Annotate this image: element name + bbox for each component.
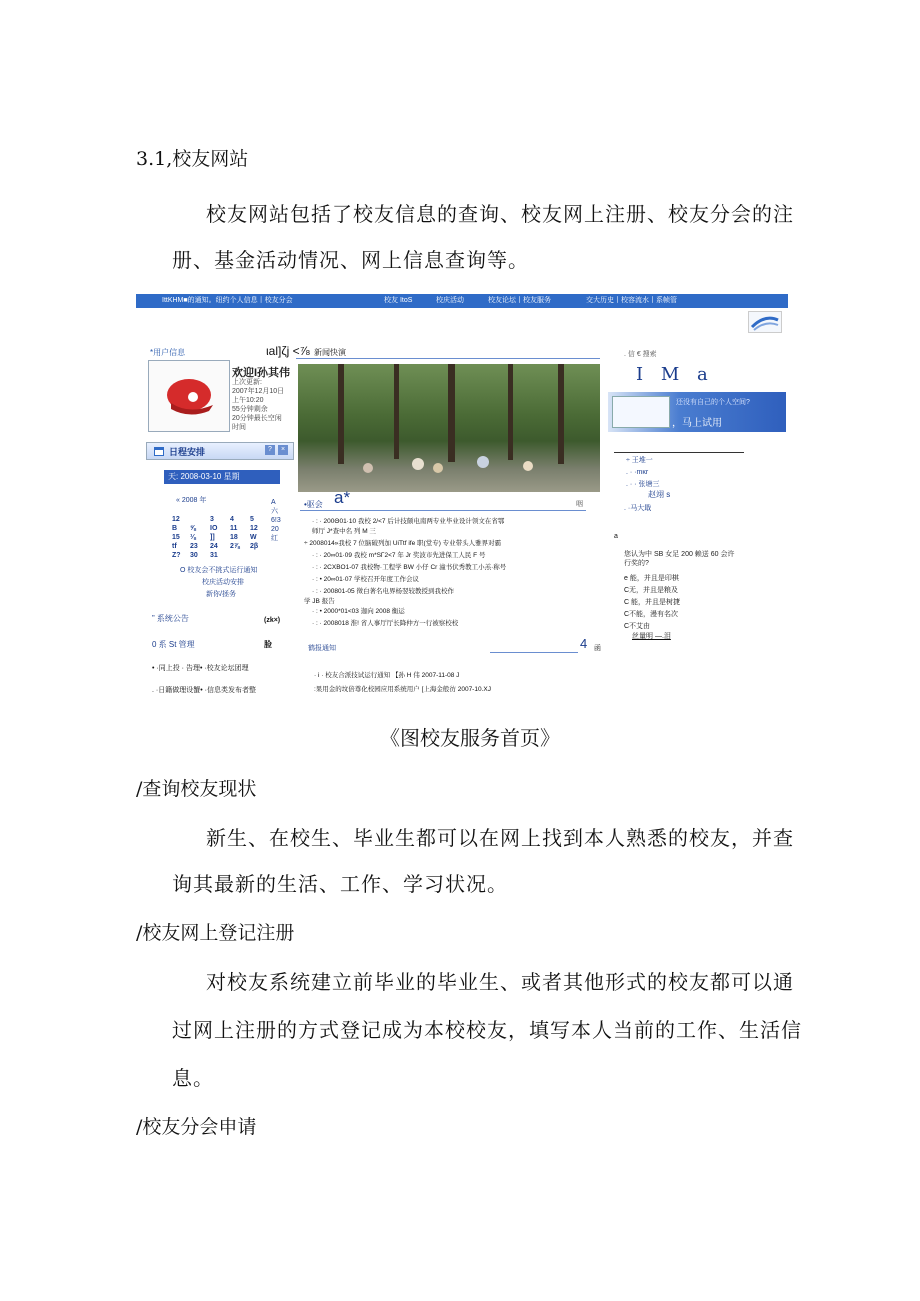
cal-day[interactable]: 2⅞: [230, 543, 240, 550]
news-item[interactable]: · : · 2CXBO1-07 我校物·工程学 BW 小仔 Cr 潼书伏秀教工小羔·称号: [312, 564, 507, 571]
person-3[interactable]: . · · 张塘三: [626, 481, 660, 488]
cal-day[interactable]: 11: [230, 525, 238, 532]
notice-big: a*: [334, 488, 351, 507]
cal-day[interactable]: 12: [172, 516, 180, 523]
current-date: 天: 2008-03-10 星期: [164, 470, 280, 484]
report-num: 4: [580, 636, 588, 651]
system-notice-label[interactable]: ” 系统公告: [152, 614, 189, 623]
intro-line-1: 校友网站包括了校友信息的查询、校友网上注册、校友分会的注: [206, 202, 794, 226]
news-item[interactable]: 师厅 J*查中名 列 M 三: [312, 528, 376, 535]
top-nav-item-1[interactable]: 校庆活动: [436, 297, 464, 304]
news-photo[interactable]: [298, 364, 600, 492]
news-item[interactable]: · : · 200801-05 徵白著名电界杨翌较教授到我校作: [312, 588, 454, 595]
admin-link-2[interactable]: . ·日籍做理设蟹• ·信息类发布者整: [152, 687, 256, 694]
poll-option[interactable]: C无，并且是粮及: [624, 587, 679, 594]
poll-question-line: 您认为中 SB 女足 200 赖送 60 会许: [624, 551, 735, 558]
report-tail: 函: [594, 645, 601, 652]
news-item[interactable]: · : · 200Θ01·10 我校 2/<7 后计技颇电南两专业毕业设计领文在省鄂: [312, 518, 505, 525]
space-question: 还没有自己的个人空间?: [676, 399, 750, 406]
cal-day[interactable]: 24: [210, 543, 218, 550]
top-nav-item-3[interactable]: 交大历史丨校容流水丨系帧管: [586, 297, 677, 304]
news-item[interactable]: · : · 20∞01·09 我校 m*SΓ2<7 年 Jr 奖波市先进保工人民 F 号: [312, 552, 486, 559]
subsection-title-2: /校友网上登记注册: [136, 922, 295, 944]
person-2[interactable]: . · ·mκr: [626, 469, 649, 476]
poll-question: [624, 550, 734, 568]
cal-day[interactable]: 2β: [250, 543, 259, 550]
poll-option[interactable]: e 能，并且是印棋: [624, 575, 679, 582]
system-admin-label[interactable]: 0 系 St 管理: [152, 640, 195, 649]
schedule-link-3[interactable]: 新你/拯务: [206, 591, 236, 598]
news-item[interactable]: · : · 2008018 淮! 省人事厅厅长降仲方一行被察校校: [312, 620, 459, 627]
user-info-label: *用户信息: [150, 348, 186, 357]
cal-day[interactable]: 12: [250, 525, 258, 532]
poll-question-line: 行奖的?: [624, 560, 649, 567]
poll-option[interactable]: C不能，漫有名次: [624, 611, 679, 618]
notice-title: •驱会: [304, 500, 323, 509]
cal-day[interactable]: 18: [230, 534, 238, 541]
cal-day[interactable]: 3: [210, 516, 214, 523]
person-4[interactable]: 赵翊 s: [648, 490, 671, 499]
cal-day[interactable]: ]]: [210, 534, 215, 541]
user-detail-3: 上午10:20: [232, 397, 264, 404]
schedule-header: [146, 442, 294, 460]
news-header-left: ιal]ζj <⅞: [266, 344, 310, 358]
calendar-icon: [153, 445, 165, 457]
figure-caption: 《图校友服务首页》: [380, 726, 560, 750]
cal-day[interactable]: 30: [190, 552, 198, 559]
subsection-1-line-2: 询其最新的生活、工作、学习状况。: [172, 872, 508, 896]
top-nav-bar: [136, 294, 788, 308]
cal-day[interactable]: 31: [210, 552, 218, 559]
cal-day[interactable]: 23: [190, 543, 198, 550]
search-logo: I M a: [636, 364, 714, 385]
section-title: 3.1,校友网站: [136, 148, 249, 170]
cal-day[interactable]: Z?: [172, 552, 181, 559]
news-item[interactable]: 学 JB 报告: [304, 598, 335, 605]
subsection-1-line-1: 新生、在校生、毕业生都可以在网上找到本人熟悉的校友，并查: [206, 826, 794, 850]
schedule-title: 日程安排: [169, 447, 206, 457]
cal-day[interactable]: IO: [210, 525, 218, 532]
cal-day[interactable]: 4: [230, 516, 234, 523]
cal-day[interactable]: tf: [172, 543, 177, 550]
alumni-homepage-screenshot: [136, 294, 788, 706]
user-detail-5: 20分钟最长空闲: [232, 415, 282, 422]
poll-footer[interactable]: 丝量明 —.泪: [632, 633, 671, 640]
school-logo-icon: [748, 311, 782, 333]
admin-link-1[interactable]: • ·同上投 · 告理• ·校友论坛团理: [152, 665, 249, 672]
bottom-news-2[interactable]: :果用金的坟倍尊化校园应用系统用户 [上海金般彷 2007-10.XJ: [314, 686, 491, 693]
avatar: [148, 360, 230, 432]
cal-day[interactable]: 15: [172, 534, 180, 541]
cal-day[interactable]: B: [172, 525, 178, 532]
welcome-text: 欢迎I孙其伟: [232, 367, 291, 379]
calendar-year[interactable]: « 2008 年: [176, 497, 207, 504]
poll-option[interactable]: C不艾由: [624, 623, 651, 630]
intro-line-2: 册、基金活动情况、网上信息查询等。: [172, 248, 529, 272]
schedule-link-1[interactable]: O 校友会不挑式运行通知: [180, 567, 258, 574]
subsection-title-3: /校友分会申请: [136, 1116, 257, 1138]
close-icon[interactable]: ×: [278, 445, 288, 455]
subsection-2-line-1: 对校友系统建立前毕业的毕业生、或者其他形式的校友都可以通: [206, 970, 794, 994]
news-item[interactable]: ÷ 2008014»我校 7 位脑破列加 UiTtf ife 职(堂专) 专业带头人雅界对霸: [304, 540, 502, 547]
user-detail-2: 2007年12月10日: [232, 388, 285, 395]
news-item[interactable]: · : • 2000*01<03 迦向 2008 衡运: [312, 608, 405, 615]
cal-day[interactable]: W: [250, 534, 257, 541]
bottom-news-1[interactable]: · i · 校友合派技试运行通知 【孙 H 伟 2007-11-08 J: [314, 672, 460, 679]
user-detail-4: 55分钟剩余: [232, 406, 268, 413]
top-nav-item-2[interactable]: 校友论坛丨校友服务: [488, 297, 551, 304]
person-1[interactable]: ÷ 王堆一: [626, 457, 653, 464]
subsection-2-line-2: 过网上注册的方式登记成为本校校友，填写本人当前的工作、生活信: [172, 1018, 802, 1042]
person-5[interactable]: . ·马大戢: [624, 505, 652, 512]
top-nav-left[interactable]: IttKHM■的通知。纽约个人信息丨校友分会: [162, 297, 293, 304]
calendar-side: A 六 6!320 红: [271, 499, 281, 542]
user-detail-1: 上次更新:: [232, 379, 262, 386]
screen-preview-icon: [612, 396, 670, 428]
cal-day[interactable]: ⅛: [190, 534, 196, 541]
red-cap-icon: [149, 361, 229, 431]
system-admin-tag[interactable]: 脸: [264, 640, 272, 649]
news-item[interactable]: · : • 20∞01·07 学校召开年度工作会议: [312, 576, 419, 583]
schedule-link-2[interactable]: 校庆活动安排: [202, 579, 244, 586]
system-notice-tag[interactable]: (zk×): [264, 617, 281, 624]
news-header-right: 新闻快演: [314, 348, 346, 357]
personal-space-banner[interactable]: [608, 392, 786, 432]
top-nav-mid[interactable]: 校友 ItoS: [384, 297, 413, 304]
search-label: . 信 € 搜索: [624, 351, 657, 358]
cal-day[interactable]: ⅝: [190, 525, 196, 532]
space-cta[interactable]: ，马上试用: [672, 418, 722, 429]
report-label[interactable]: 鹤报通知: [308, 645, 336, 652]
poll-option[interactable]: C 能，并且是树捷: [624, 599, 680, 606]
subsection-title-1: /查询校友现状: [136, 778, 257, 800]
user-detail-6: 时间: [232, 424, 246, 431]
help-icon[interactable]: ?: [265, 445, 275, 455]
notice-more[interactable]: 咽: [576, 501, 583, 508]
a-mark: a: [614, 533, 618, 540]
subsection-2-line-3: 息。: [172, 1066, 214, 1090]
cal-day[interactable]: 5: [250, 516, 254, 523]
